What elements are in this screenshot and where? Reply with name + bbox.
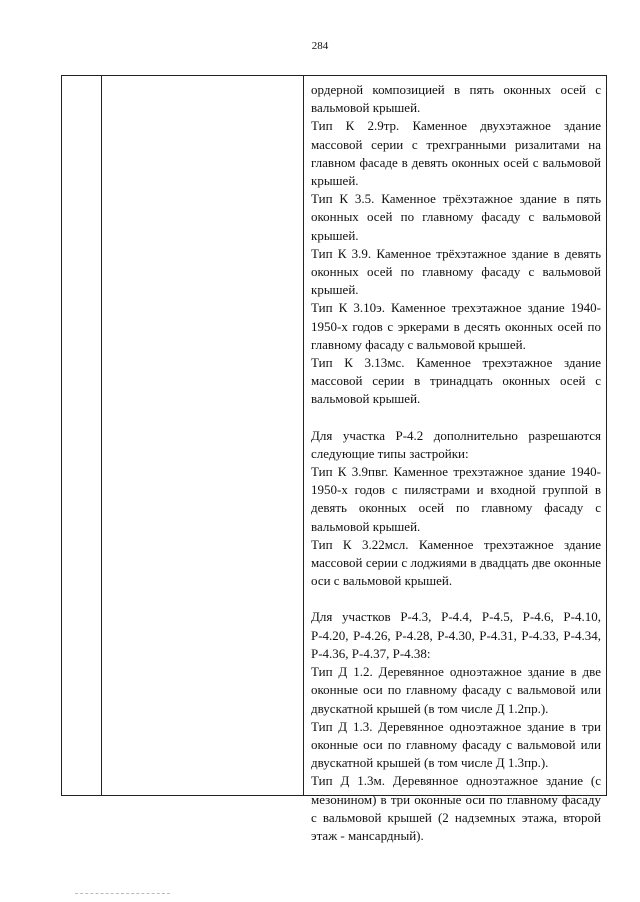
- paragraph: Тип Д 1.3. Деревянное одноэтажное здание в три оконные оси по главному фасаду с вальмовой или двускатной крышей (в том числе Д 1.3пр.).: [311, 718, 601, 771]
- paragraph: Тип К 3.10э. Каменное трехэтажное здание 1940-1950-х годов с эркерами в десять оконных осей по главному фасаду с вальмовой крышей.: [311, 300, 601, 352]
- paragraph: Тип Д 1.3м. Деревянное одноэтажное здание (с мезонином) в три оконные оси по главному фасаду с вальмовой крышей (2 надземных этажа, второй этаж - мансардный).: [311, 773, 601, 843]
- paragraph: Тип К 3.22мсл. Каменное трехэтажное здание массовой серии с лоджиями в двадцать две оконные оси с вальмовой крышей.: [311, 536, 601, 589]
- paragraph: Тип Д 1.2. Деревянное одноэтажное здание в две оконные оси по главному фасаду с вальмовой или двускатной крышей (в том числе Д 1.2пр.).: [311, 664, 601, 716]
- paragraph: Для участков Р-4.3, Р-4.4, Р-4.5, Р-4.6, Р-4.10, Р-4.20, Р-4.26, Р-4.28, Р-4.30, Р-4.31, Р-4.33, Р-4.34, Р-4.36, Р-4.37, Р-4.38:: [311, 609, 601, 661]
- scan-artifact: [75, 893, 170, 894]
- page-number: 284: [311, 40, 329, 52]
- paragraph: Тип К 3.9. Каменное трёхэтажное здание в девять оконных осей по главному фасаду с вальмовой крышей.: [311, 245, 601, 298]
- paragraph: Тип К 2.9тр. Каменное двухэтажное здание массовой серии с трехгранными ризалитами на главном фасаде в девять оконных осей с вальмовой крышей.: [311, 118, 601, 189]
- table-cell-content: [311, 81, 601, 845]
- table-column-divider: [303, 76, 304, 795]
- paragraph-gap: [311, 590, 601, 608]
- paragraph: Тип К 3.13мс. Каменное трехэтажное здание массовой серии в тринадцать оконных осей с вальмовой крышей.: [311, 355, 601, 407]
- paragraph-gap: [311, 409, 601, 427]
- paragraph: Тип К 3.5. Каменное трёхэтажное здание в пять оконных осей по главному фасаду с вальмовой крышей.: [311, 191, 601, 243]
- paragraph: Для участка Р-4.2 дополнительно разрешаются следующие типы застройки:: [311, 427, 601, 461]
- table-column-divider: [101, 76, 102, 795]
- document-table: [61, 75, 607, 843]
- paragraph: Тип К 3.9пвг. Каменное трехэтажное здание 1940-1950-х годов с пилястрами и входной группой в девять оконных осей по главному фасаду с вальмовой крышей.: [311, 464, 601, 534]
- paragraph: ордерной композицией в пять оконных осей с вальмовой крышей.: [311, 82, 601, 116]
